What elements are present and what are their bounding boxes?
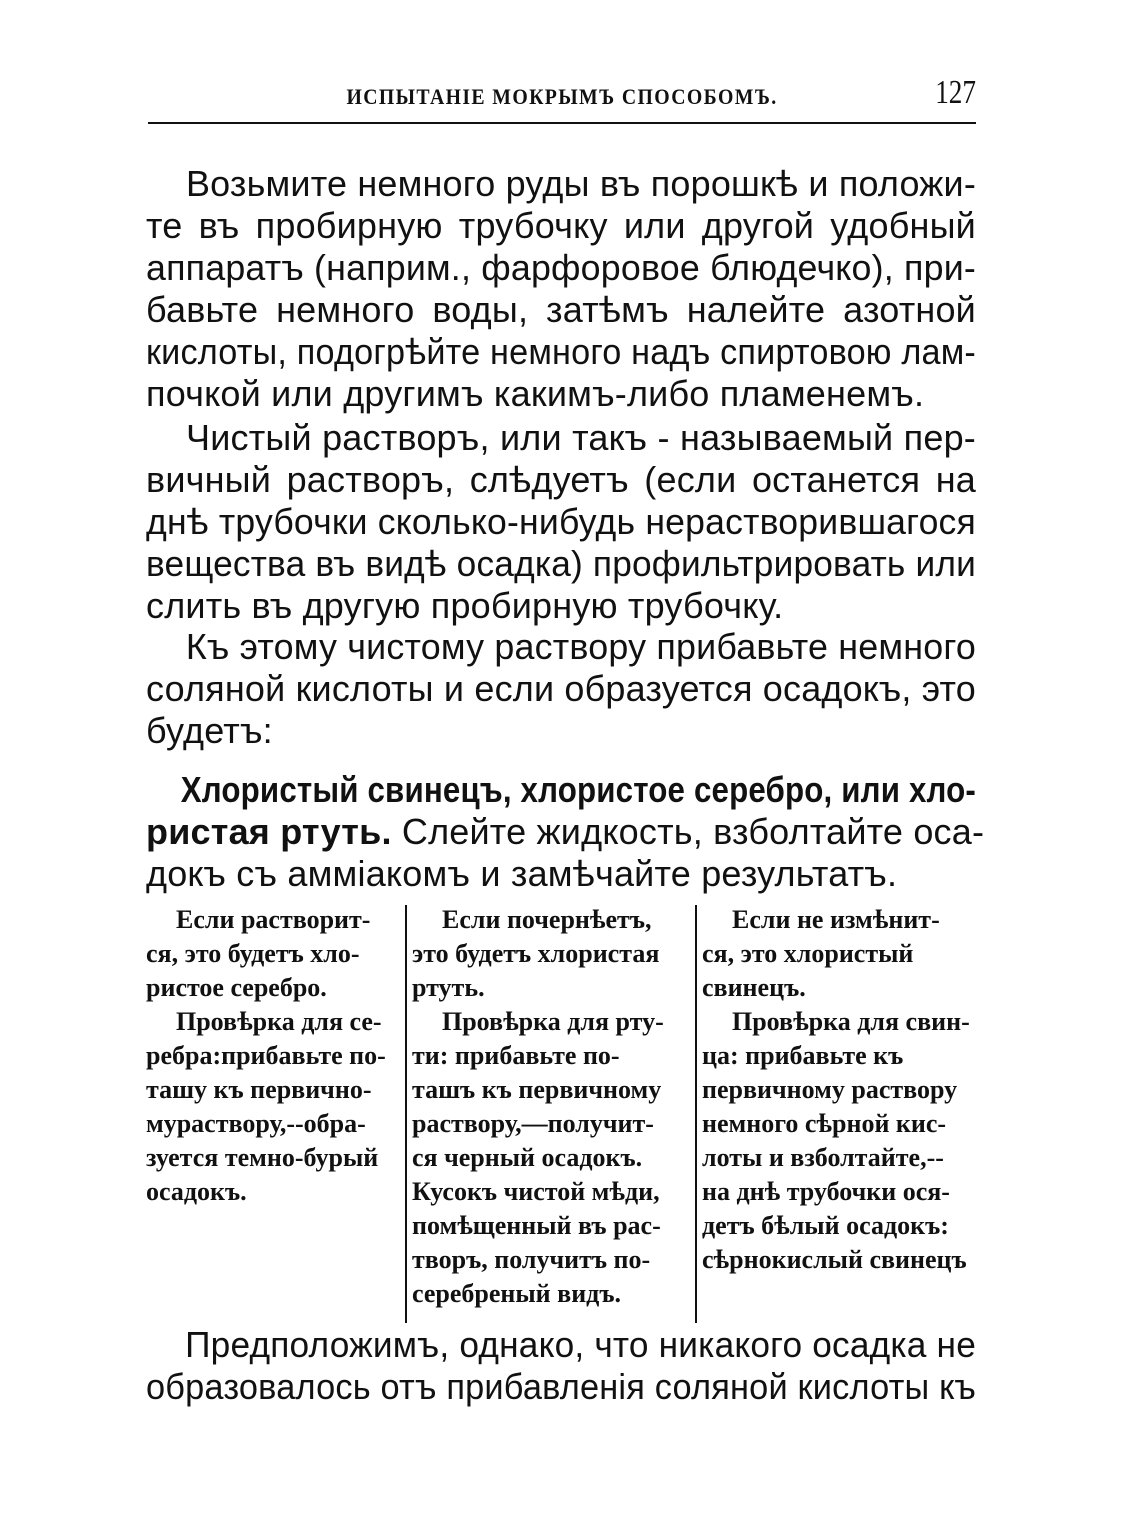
column-line: серебреный видъ.: [412, 1279, 621, 1308]
column-divider: [405, 905, 407, 1323]
text-line: Къ этому чистому раствору прибавьте немного: [185, 626, 977, 667]
running-head: [148, 72, 976, 124]
text-line: образовалось отъ прибавленія соляной кислоты къ: [146, 1366, 976, 1407]
paragraph-1: [146, 163, 976, 415]
column-line: Провѣрка для свин-: [732, 1007, 970, 1036]
column-line: ся, это будетъ хло-: [146, 939, 360, 968]
column-line: ся, это хлористый: [702, 939, 914, 968]
column-line: Если не измѣнит-: [732, 905, 940, 934]
column-line: творъ, получитъ по-: [412, 1245, 651, 1274]
results-table: [146, 903, 976, 1323]
column-lead: [702, 903, 976, 1323]
text-line: почкой или другимъ какимъ-либо пламенемъ.: [146, 373, 925, 414]
bold-heading-fragment: ристая ртуть.: [146, 811, 392, 852]
text-fragment: Слейте жидкость, взболтайте оса-: [391, 811, 985, 852]
column-line: детъ бѣлый осадокъ:: [702, 1211, 949, 1240]
bold-heading-line: Хлористый свинецъ, хлористое серебро, или хло-: [180, 769, 977, 810]
page-number: 127: [935, 74, 976, 111]
column-line: ся черный осадокъ.: [412, 1143, 643, 1172]
column-line: ти: прибавьте по-: [412, 1041, 620, 1070]
text-line: днѣ трубочки сколько-нибудь нерастворившагося: [146, 501, 976, 542]
column-line: на днѣ трубочки ося-: [702, 1177, 950, 1206]
column-line: немного сѣрной кис-: [702, 1109, 947, 1138]
column-line: первичному раствору: [702, 1075, 958, 1104]
column-line: лоты и взболтайте,--: [702, 1143, 944, 1172]
paragraph-3: [146, 626, 976, 752]
column-line: ташъ къ первичному: [412, 1075, 662, 1104]
running-title: ИСПЫТАНІЕ МОКРЫМЪ СПОСОБОМЪ.: [346, 84, 778, 109]
column-line: мураствору,--обра-: [146, 1109, 366, 1138]
text-line: слить въ другую пробирную трубочку.: [146, 585, 784, 626]
paragraph-2: [146, 417, 976, 627]
text-line: соляной кислоты и если образуется осадокъ, это: [146, 668, 976, 709]
text-line: докъ съ амміакомъ и замѣчайте результатъ.: [146, 853, 898, 894]
column-line: это будетъ хлористая: [412, 939, 660, 968]
paragraph-4: [146, 769, 985, 895]
column-line: Если почернѣетъ,: [442, 905, 652, 934]
text-line: те въ пробирную трубочку или другой удобный: [146, 205, 976, 246]
text-line: вещества въ видѣ осадка) профильтрировать или: [146, 543, 976, 584]
text-line: будетъ:: [146, 710, 273, 751]
column-line: ртуть.: [412, 973, 485, 1002]
column-line: помѣщенный въ рас-: [412, 1211, 661, 1240]
text-line: Предположимъ, однако, что никакого осадка не: [185, 1324, 977, 1365]
text-line: вичный растворъ, слѣдуетъ (если останется на: [146, 459, 976, 500]
column-line: зуется темно-бурый: [146, 1143, 379, 1172]
column-line: Провѣрка для се-: [176, 1007, 382, 1036]
column-line: свинецъ.: [702, 973, 806, 1002]
column-divider: [695, 905, 697, 1323]
text-line: бавьте немного воды, затѣмъ налейте азотной: [146, 289, 976, 330]
paragraph-5: [146, 1324, 976, 1408]
column-line: Если растворит-: [176, 905, 371, 934]
column-line: осадокъ.: [146, 1177, 247, 1206]
column-line: Провѣрка для рту-: [442, 1007, 664, 1036]
column-line: Кусокъ чистой мѣди,: [412, 1177, 660, 1206]
text-line: [146, 811, 985, 853]
column-line: ца: прибавьте къ: [702, 1041, 904, 1070]
column-line: сѣрнокислый свинецъ: [702, 1245, 967, 1274]
column-line: ташу къ первично-: [146, 1075, 372, 1104]
column-line: ребра:прибавьте по-: [146, 1041, 386, 1070]
column-mercury: [412, 903, 688, 1323]
text-line: Возьмите немного руды въ порошкѣ и положи-: [185, 163, 976, 204]
column-line: ристое серебро.: [146, 973, 327, 1002]
column-silver: [146, 903, 398, 1323]
text-line: Чистый растворъ, или такъ - называемый пер-: [186, 417, 976, 458]
text-line: кислоты, подогрѣйте немного надъ спиртовою лам-: [146, 331, 976, 372]
column-line: раствору,—получит-: [412, 1109, 654, 1138]
text-line: аппаратъ (наприм., фарфоровое блюдечко), при-: [146, 247, 976, 288]
